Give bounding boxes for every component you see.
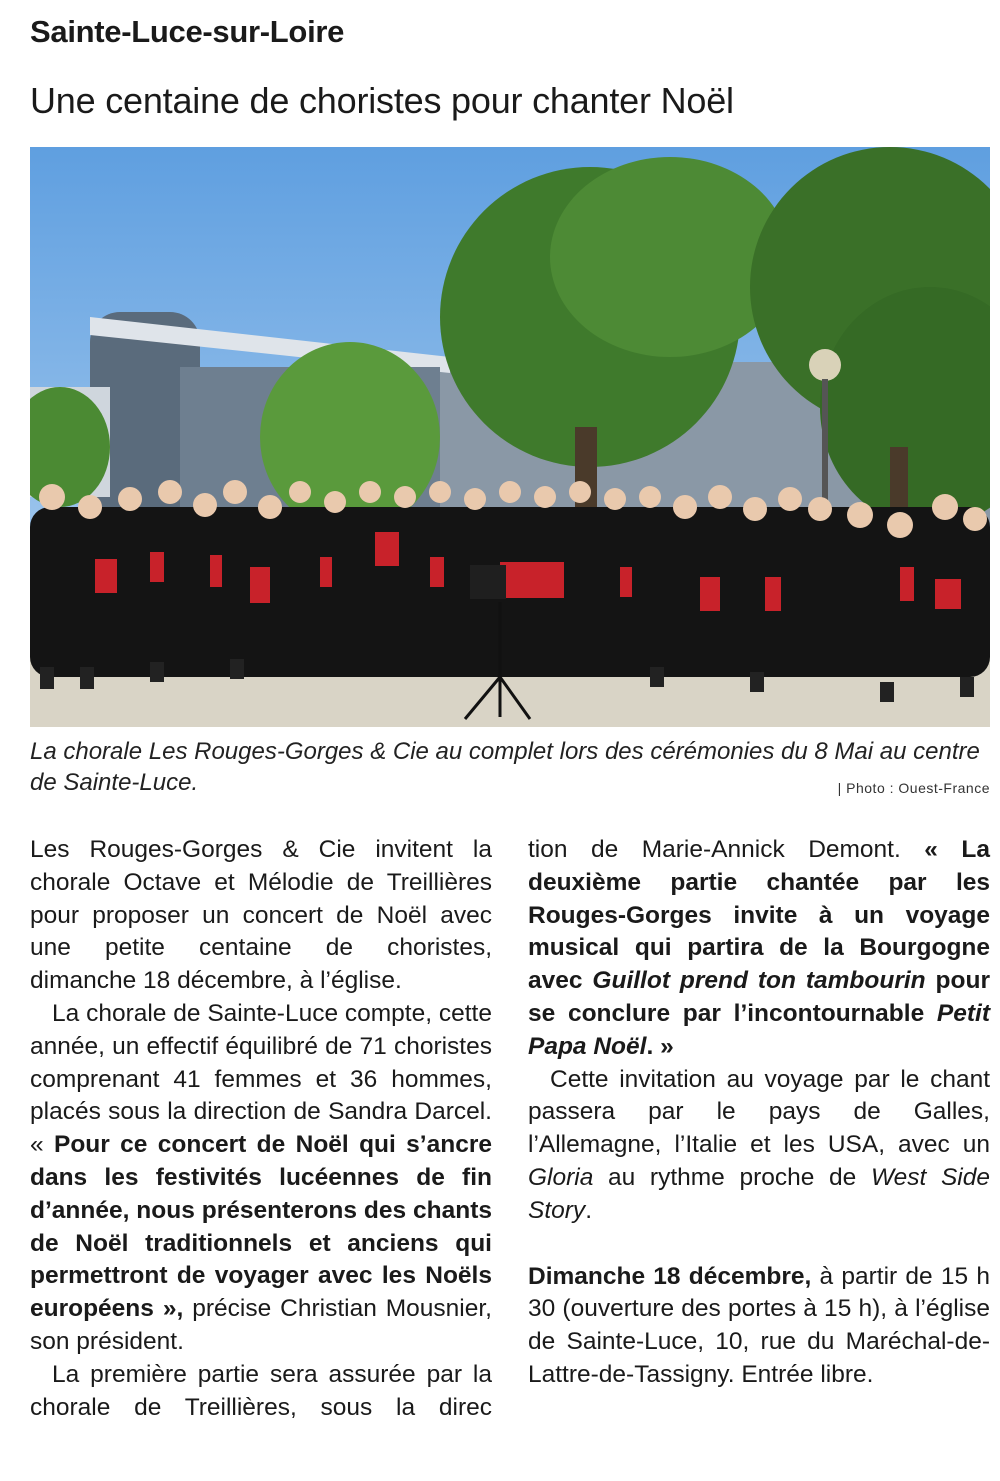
- article-photo: [30, 147, 990, 727]
- choir-photo-illustration: [30, 147, 990, 727]
- article-column-right: [528, 834, 990, 1392]
- quote-bold: [528, 836, 990, 1060]
- music-stand: [470, 565, 506, 599]
- article-kicker: Sainte-Luce-sur-Loire: [30, 14, 345, 49]
- article-column-left: [30, 834, 492, 1424]
- photo-credit: | Photo : Ouest-France: [837, 780, 990, 796]
- quote-text: pour se conclure par l’incontournable: [528, 967, 990, 1027]
- article-headline: Une centaine de choristes pour chanter Noël: [30, 80, 734, 121]
- paragraph-text: précise Christian Mousnier, son président.: [30, 1295, 492, 1355]
- song-title: Guillot prend ton tambourin: [592, 967, 926, 995]
- music-folder: [500, 562, 564, 598]
- paragraph-text: Cette invitation au voyage par le chant passera par le pays de Galles, l’Allemagne, l’Italie et les USA, avec un: [528, 1065, 990, 1159]
- song-title: Gloria: [528, 1163, 594, 1191]
- paragraph-text: La chorale de Sainte-Luce compte, cette année, un effectif équilibré de 71 choristes comprenant 41 femmes et 36 hommes, placés sous la direction de Sandra Darcel. «: [30, 999, 492, 1159]
- paragraph-text: .: [585, 1196, 592, 1224]
- paragraph-first-part: La première partie sera assurée par la chorale de Treillières, sous la direc: [30, 1360, 492, 1421]
- paragraph-voyage: [528, 1064, 990, 1228]
- paragraph-choir: [30, 998, 492, 1359]
- paragraph-text: tion de Marie-Annick Demont.: [528, 836, 925, 863]
- event-info: [528, 1261, 990, 1392]
- paragraph-text: au rythme proche de: [593, 1163, 871, 1191]
- paragraph-gap: [528, 1228, 990, 1261]
- photo-caption: La chorale Les Rouges-Gorges & Cie au complet lors des cérémonies du 8 Mai au centre de Sainte-Luce.: [30, 738, 980, 796]
- song-title: Petit Papa Noël: [528, 999, 990, 1060]
- song-title: West Side Story: [528, 1163, 990, 1224]
- event-details: à partir de 15 h 30 (ouverture des portes à 15 h), à l’église de Sainte-Luce, 10, rue du Maréchal-de-Lattre-de-Tassigny. Entrée libre.: [528, 1262, 990, 1388]
- quote-bold: Pour ce concert de Noël qui s’ancre dans les festivités lucéennes de fin d’année, nous présenterons des chants de Noël traditionnels et anciens qui permettront de voyager avec les Noëls européens »,: [30, 1131, 492, 1323]
- event-date: Dimanche 18 décembre,: [528, 1262, 812, 1290]
- paragraph-intro: Les Rouges-Gorges & Cie invitent la chorale Octave et Mélodie de Treillières pour proposer un concert de Noël avec une petite centaine de choristes, dimanche 18 décembre, à l’église.: [30, 836, 492, 995]
- quote-text: . »: [646, 1032, 674, 1060]
- quote-text: « La deuxième partie chantée par les Rouges-Gorges invite à un voyage musical qui partira de la Bourgogne avec: [528, 836, 990, 995]
- paragraph-second-part: [528, 834, 990, 1064]
